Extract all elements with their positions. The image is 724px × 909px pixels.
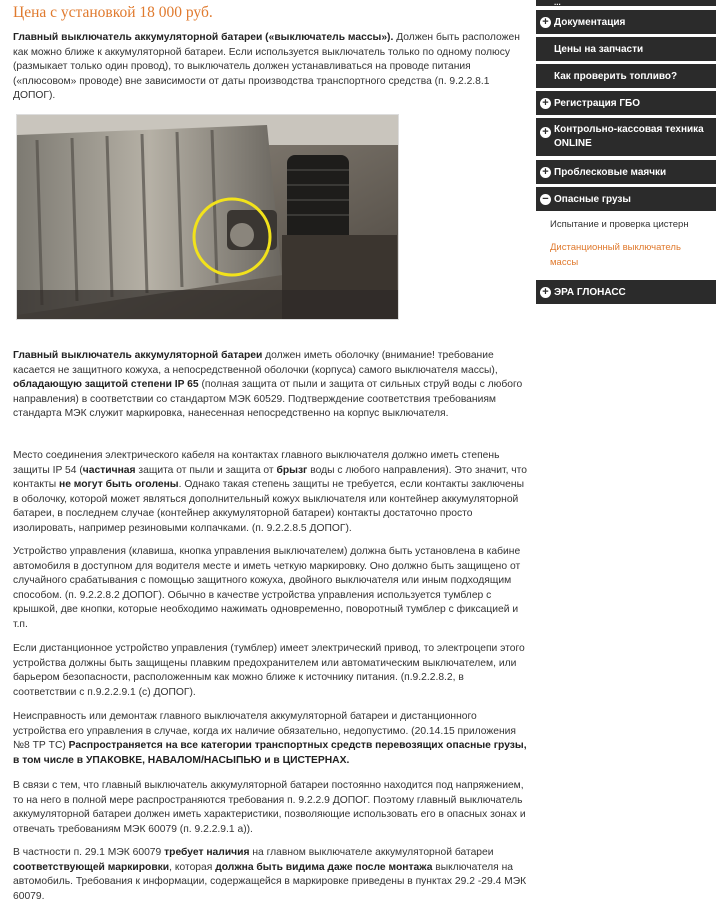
- plus-icon: +: [540, 287, 551, 298]
- sidebar-item-prices[interactable]: Цены на запчасти: [536, 37, 716, 61]
- price-heading: Цена с установкой 18 000 руб.: [13, 4, 213, 21]
- paragraph-electric: Если дистанционное устройство управления (тумблер) имеет электрический привод, то электроцепи этого устройства должны быть защищены плавким предохранителем или автоматическим выключателем, или барьером безопасности, расположенным как можно ближе к источнику питания. (п.9.2.2.8.2, в соответствии с п.9.2.2.9.1 (c) ДОПОГ).: [13, 643, 525, 698]
- minus-icon: −: [540, 194, 551, 205]
- paragraph-marking: В частности п. 29.1 МЭК 60079 требует наличия на главном выключателе аккумуляторной батареи соответствующей маркировки, которая должна быть видима даже после монтажа выключателя на автомобиль. Требования к информации, содержащейся в маркировке приведены в пунктах 29.2 -29.4 МЭК 60079.: [13, 847, 527, 902]
- plus-icon: +: [540, 127, 551, 138]
- sidebar-item-kkt[interactable]: + Контрольно-кассовая техника ONLINE: [536, 118, 716, 156]
- paragraph-iec: В связи с тем, что главный выключатель аккумуляторной батареи постоянно находится под напряжением, то на него в полной мере распространяются требования п. 9.2.2.9 ДОПОГ. Поэтому главный выключатель аккумуляторной батареи должен иметь характеристики, позволяющие использовать его в опасных зонах и отвечать требованиям МЭК 60079 (п. 9.2.2.9.1 a)).: [13, 780, 526, 835]
- plus-icon: +: [540, 17, 551, 28]
- sidebar-item-check-fuel[interactable]: Как проверить топливо?: [536, 64, 716, 88]
- sidebar-item-gbo[interactable]: + Регистрация ГБО: [536, 91, 716, 115]
- paragraph-control: Устройство управления (клавиша, кнопка управления выключателем) должна быть установлена в кабине автомобиля в доступном для водителя месте и иметь четкую маркировку. Оно должно быть защищено от случайного срабатывания с помощью защитного кожуха, двойного выключателя или иным подходящим способом. (п. 9.2.2.8.2 ДОПОГ). Обычно в качестве устройства управления используется тумблер с крышкой, две кнопки, которые необходимо нажимать одновременно, поворотный тумблер с фиксацией и т.п.: [13, 546, 521, 630]
- plus-icon: +: [540, 167, 551, 178]
- sidebar-subitem-tank-test[interactable]: Испытание и проверка цистерн: [550, 219, 689, 230]
- battery-switch-photo: [16, 114, 399, 320]
- paragraph-ip54: Место соединения электрического кабеля на контактах главного выключателя должно иметь степень защиты IP 54 (частичная защита от пыли и защита от брызг воды с любого направления). Это значит, что контакты не могут быть оголены. Однако такая степень защиты не требуется, если контакты заключены в оболочку, которой может являться дополнительный кожух выключателя или контейнер аккумуляторной батареи, в последнем случае (контейнер аккумуляторной батареи) контакты достаточно просто изолировать, например резиновыми колпачками. (п. 9.2.2.8.5 ДОПОГ).: [13, 450, 528, 534]
- paragraph-malfunction: Неисправность или демонтаж главного выключателя аккумуляторной батареи и дистанционного устройства его управления в случае, когда их наличие обязательно, недопустимо. (20.14.15 приложения №8 ТР ТС) Распространяется на все категории транспортных средств перевозящих опасные грузы, в том числе в УПАКОВКЕ, НАВАЛОМ/НАСЫПЬЮ и в ЦИСТЕРНАХ.: [13, 711, 527, 766]
- sidebar-item-era-glonass[interactable]: + ЭРА ГЛОНАСС: [536, 280, 716, 304]
- sidebar-item-beacons[interactable]: + Проблесковые маячки: [536, 160, 716, 184]
- sidebar-item-dangerous-goods[interactable]: − Опасные грузы: [536, 187, 716, 211]
- sidebar-item-documentation[interactable]: + Документация: [536, 10, 716, 34]
- sidebar-subitem-remote-switch[interactable]: Дистанционный выключатель массы: [550, 242, 681, 268]
- plus-icon: +: [540, 98, 551, 109]
- battery-photo-illustration: [17, 115, 398, 319]
- paragraph-ip65: Главный выключатель аккумуляторной батареи должен иметь оболочку (внимание! требование касается не защитного кожуха, а непосредственной оболочки (корпуса) самого выключателя массы), обладающую защитой степени IP 65 (полная защита от пыли и защита от сильных струй воды с любого направления) в соответствии со стандартом МЭК 60529. Подтверждение соответствия требованиям стандарта МЭК служит маркировка, нанесенная непосредственно на корпус выключателя.: [13, 350, 523, 420]
- paragraph-intro: Главный выключатель аккумуляторной батареи («выключатель массы»). Должен быть расположен как можно ближе к аккумуляторной батареи. Если используется выключатель только по одному полюсу (размыкает только один провод), то выключатель должен устанавливаться на проводе питания («плюсовом» проводе) вне зависимости от даты производства транспортного средства (п. 9.2.2.8.1 ДОПОГ).: [13, 32, 520, 102]
- sidebar-item-partial[interactable]: ...: [536, 0, 716, 6]
